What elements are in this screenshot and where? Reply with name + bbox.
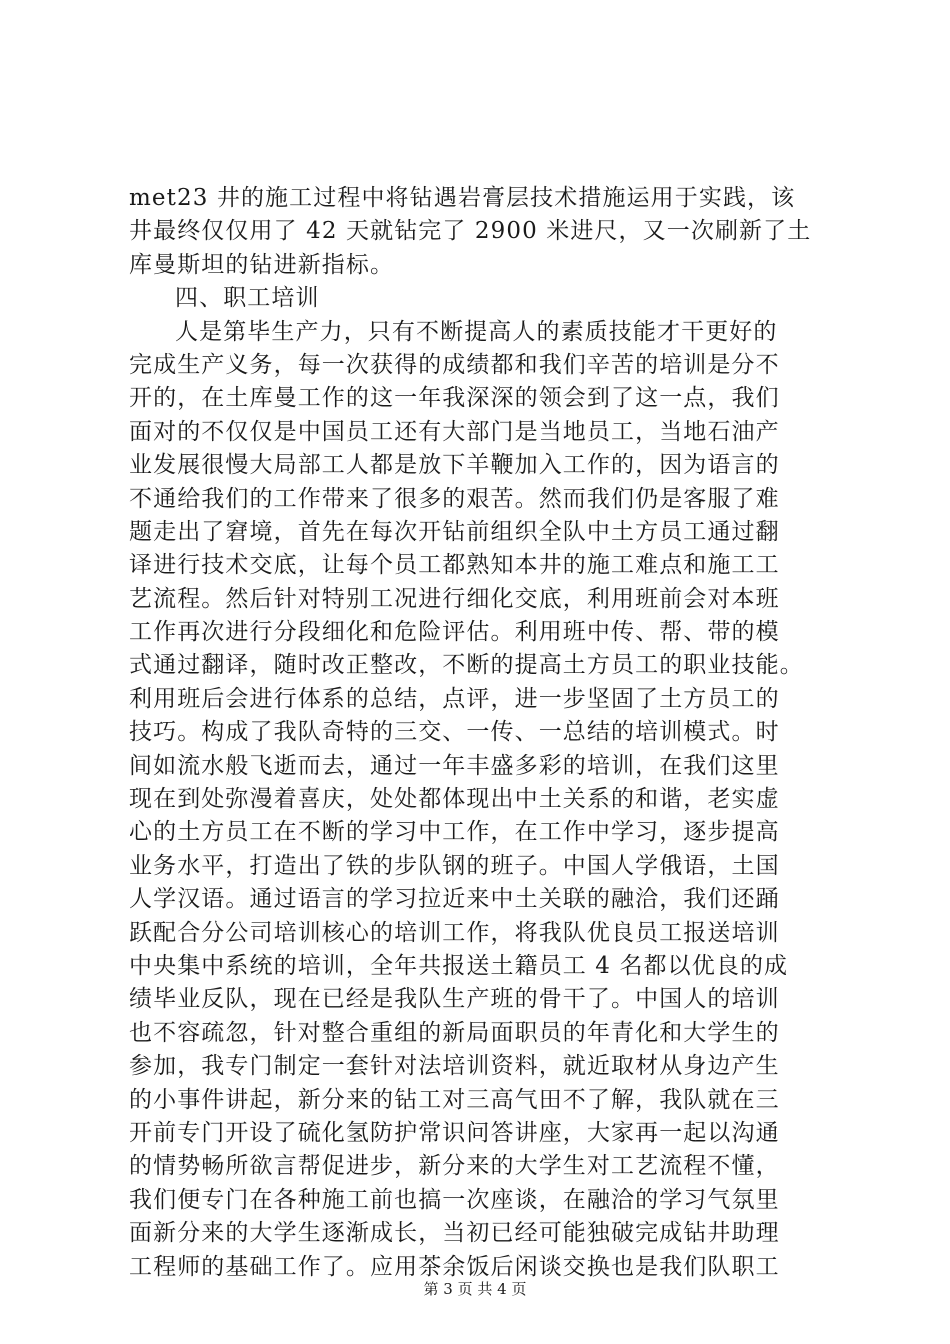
text-line: 面新分来的大学生逐渐成长，当初已经可能独破完成钻井助理	[129, 1220, 780, 1247]
text-line: 中央集中系统的培训，全年共报送土籍员工 4 名都以优良的成	[129, 952, 789, 979]
text-line: 人是第毕生产力，只有不断提高人的素质技能才干更好的	[175, 318, 778, 345]
text-line: 间如流水般飞逝而去，通过一年丰盛多彩的培训，在我们这里	[129, 752, 780, 779]
text-line: met23 井的施工过程中将钻遇岩膏层技术措施运用于实践，该	[129, 185, 796, 211]
text-line: 工作再次进行分段细化和危险评估。利用班中传、帮、带的模	[129, 619, 780, 646]
text-line: 四、职工培训	[175, 285, 320, 312]
text-line: 译进行技术交底，让每个员工都熟知本井的施工难点和施工工	[129, 552, 780, 579]
text-line: 完成生产义务，每一次获得的成绩都和我们辛苦的培训是分不	[129, 351, 780, 378]
text-line: 业发展很慢大局部工人都是放下羊鞭加入工作的，因为语言的	[129, 452, 780, 479]
text-line: 的情势畅所欲言帮促进步，新分来的大学生对工艺流程不懂，	[129, 1153, 780, 1180]
text-line: 我们便专门在各种施工前也搞一次座谈，在融洽的学习气氛里	[129, 1186, 780, 1213]
text-line: 题走出了窘境，首先在每次开钻前组织全队中土方员工通过翻	[129, 518, 780, 545]
text-line: 人学汉语。通过语言的学习拉近来中土关联的融洽，我们还踊	[129, 886, 780, 913]
text-line: 参加，我专门制定一套针对法培训资料，就近取材从身边产生	[129, 1053, 780, 1080]
text-line: 库曼斯坦的钻进新指标。	[129, 251, 395, 278]
text-line: 绩毕业反队，现在已经是我队生产班的骨干了。中国人的培训	[129, 986, 780, 1013]
text-line: 开前专门开设了硫化氢防护常识问答讲座，大家再一起以沟通	[129, 1119, 780, 1146]
text-line: 利用班后会进行体系的总结，点评，进一步坚固了土方员工的	[129, 685, 780, 712]
text-line: 跃配合分公司培训核心的培训工作，将我队优良员工报送培训	[129, 919, 780, 946]
text-line: 也不容疏忽，针对整合重组的新局面职员的年青化和大学生的	[129, 1019, 780, 1046]
text-line: 井最终仅仅用了 42 天就钻完了 2900 米进尺，又一次刷新了土	[129, 218, 812, 245]
text-line: 式通过翻译，随时改正整改，不断的提高土方员工的职业技能。	[129, 652, 804, 679]
page-footer: 第 3 页 共 4 页	[423, 1280, 527, 1298]
text-line: 面对的不仅仅是中国员工还有大部门是当地员工，当地石油产	[129, 418, 780, 445]
text-line: 工程师的基础工作了。应用茶余饭后闲谈交换也是我们队职工	[129, 1253, 780, 1280]
text-line: 艺流程。然后针对特别工况进行细化交底，利用班前会对本班	[129, 585, 780, 612]
text-line: 的小事件讲起，新分来的钻工对三高气田不了解，我队就在三	[129, 1086, 780, 1113]
text-line: 不通给我们的工作带来了很多的艰苦。然而我们仍是客服了难	[129, 485, 780, 512]
text-line: 现在到处弥漫着喜庆，处处都体现出中土关系的和谐，老实虚	[129, 786, 780, 813]
text-line: 心的土方员工在不断的学习中工作，在工作中学习，逐步提高	[129, 819, 780, 846]
document-body	[129, 182, 829, 1284]
text-line: 技巧。构成了我队奇特的三交、一传、一总结的培训模式。时	[129, 719, 780, 746]
text-line: 开的，在土库曼工作的这一年我深深的领会到了这一点，我们	[129, 385, 780, 412]
text-line: 业务水平，打造出了铁的步队钢的班子。中国人学俄语，土国	[129, 852, 780, 879]
